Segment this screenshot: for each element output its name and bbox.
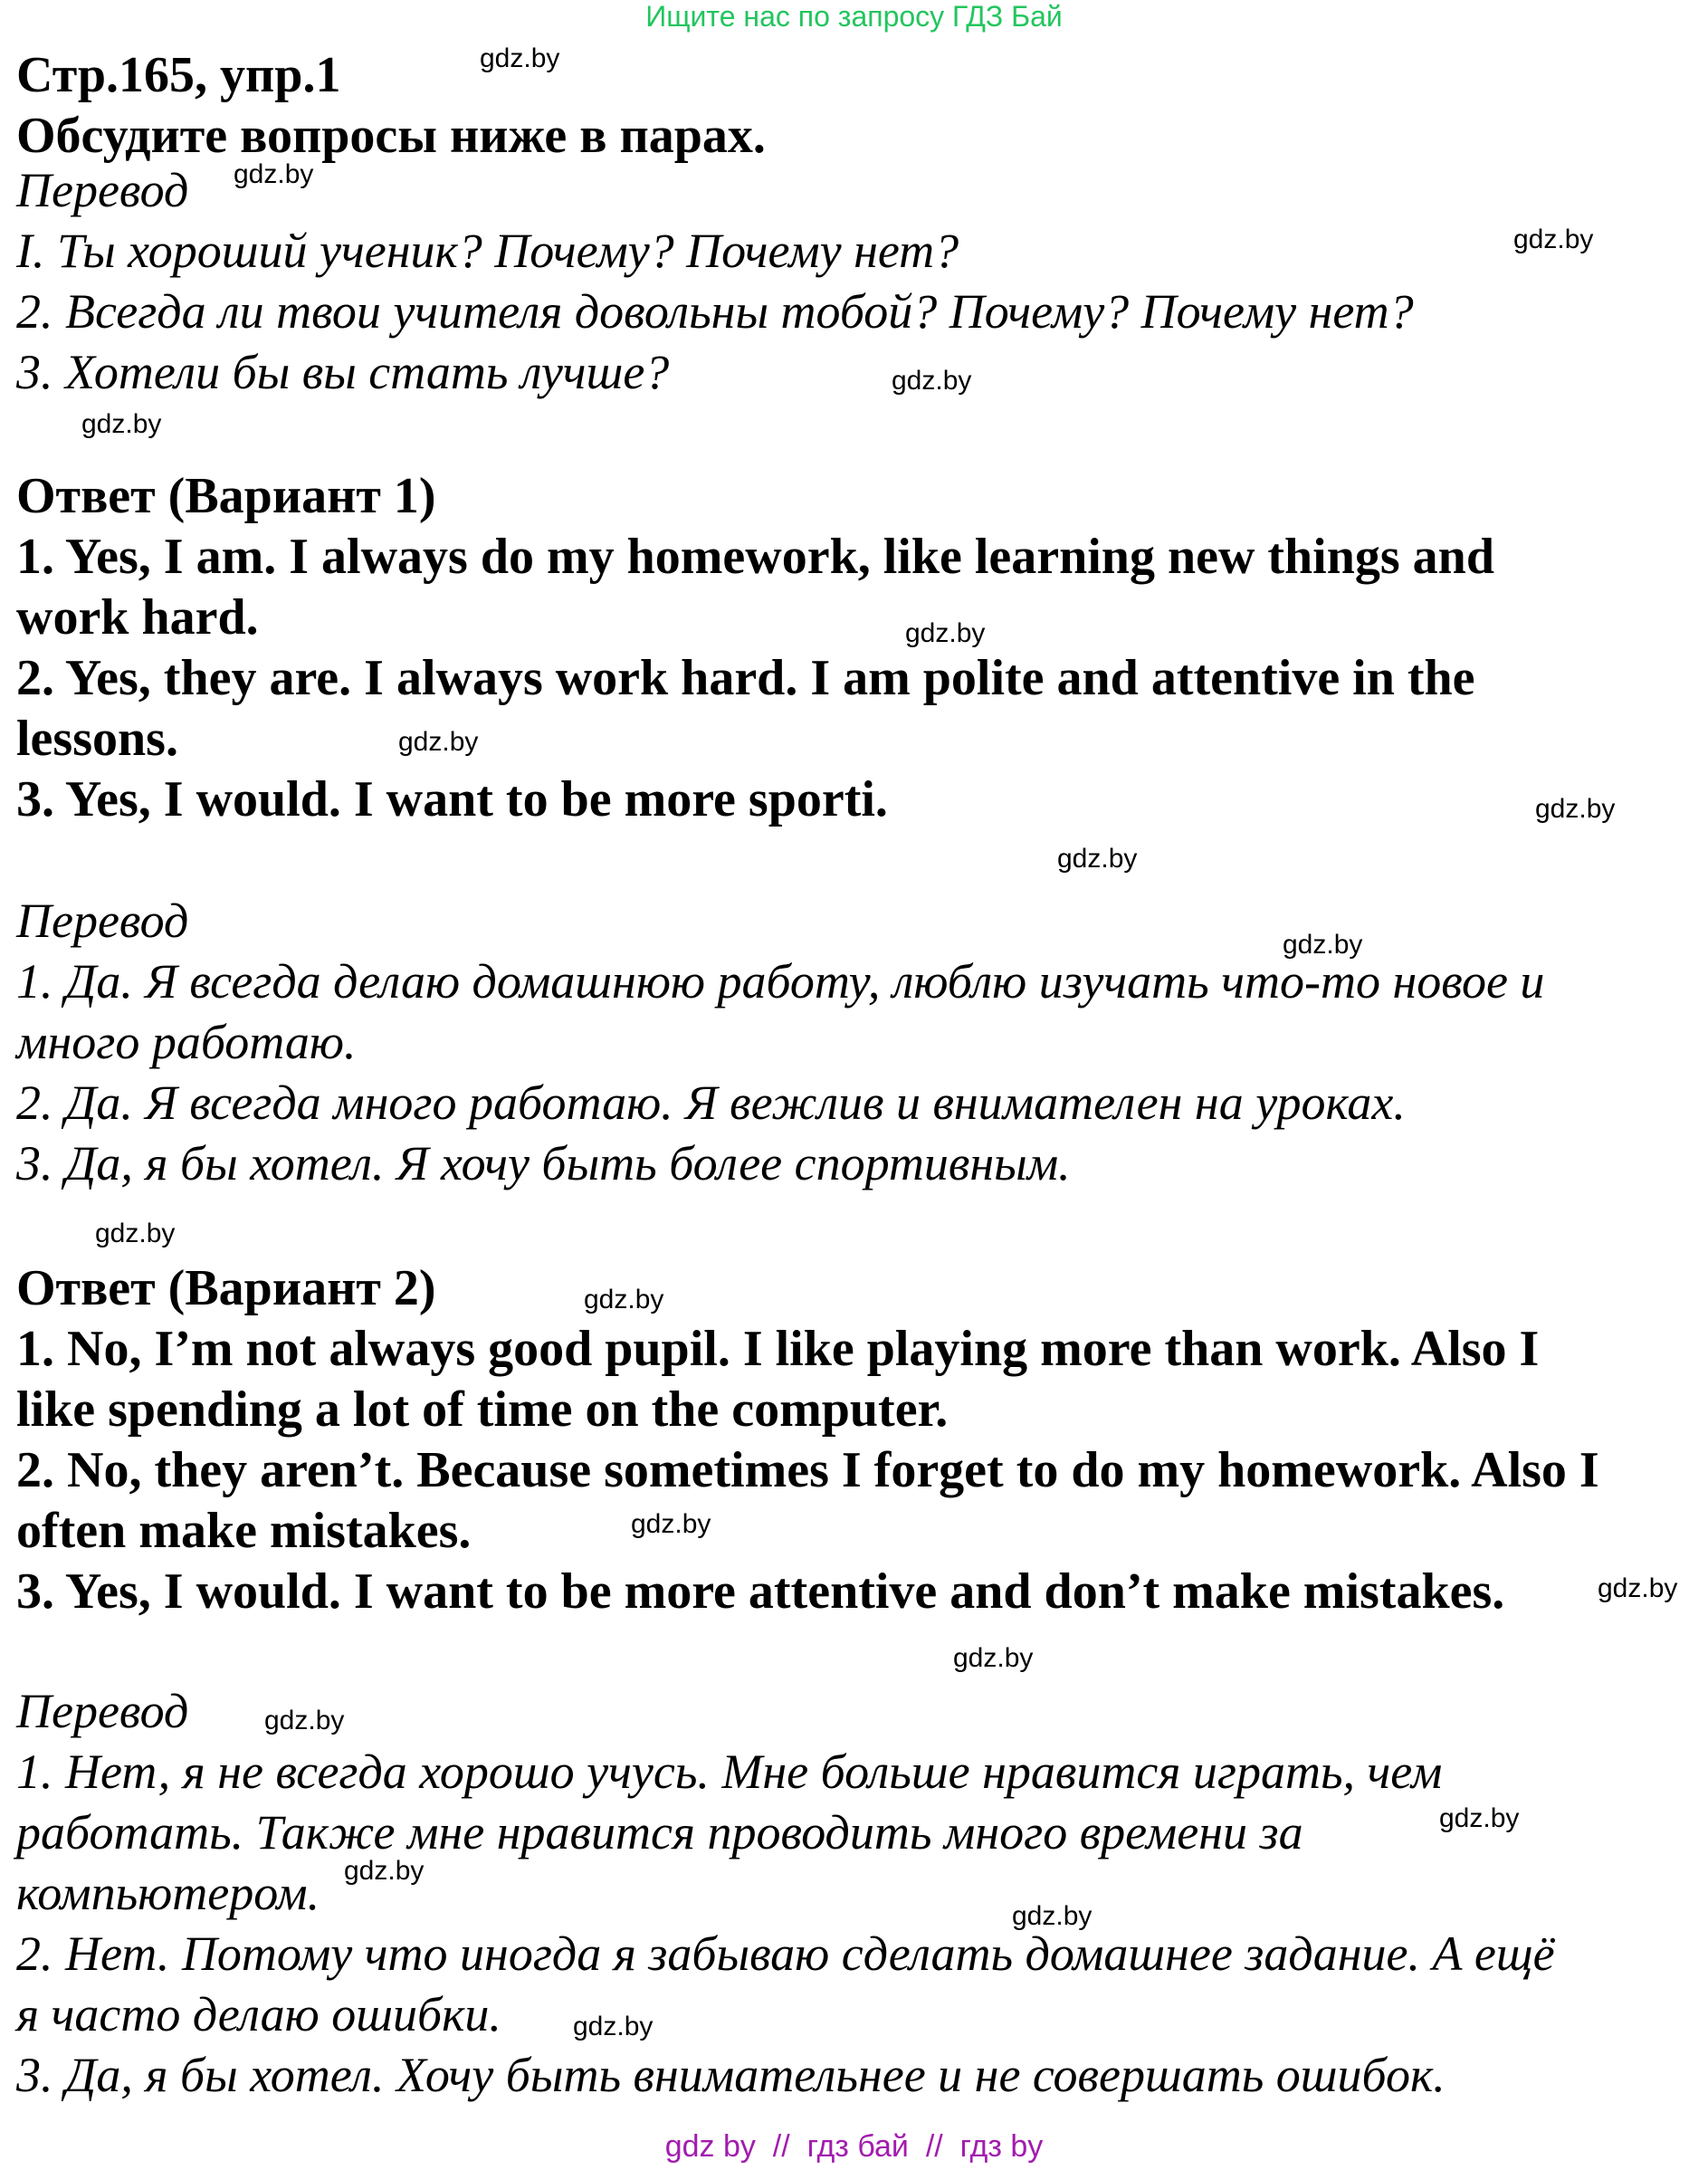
- answer-line: 3. Yes, I would. I want to be more attentive and don’t make mistakes.: [16, 1563, 1505, 1620]
- watermark: gdz.by: [1283, 930, 1363, 960]
- watermark: gdz.by: [631, 1509, 711, 1539]
- watermark: gdz.by: [1513, 225, 1594, 254]
- watermark: gdz.by: [905, 618, 986, 648]
- watermark: gdz.by: [1439, 1803, 1520, 1833]
- answer-line: 1. Yes, I am. I always do my homework, like learning new things and: [16, 529, 1494, 585]
- watermark: gdz.by: [81, 409, 162, 439]
- question-line: I. Ты хороший ученик? Почему? Почему нет?: [16, 224, 959, 278]
- translation-line: 2. Нет. Потому что иногда я забываю сделать домашнее задание. А ещё: [16, 1926, 1555, 1981]
- translation-line: работать. Также мне нравится проводить много времени за: [16, 1805, 1303, 1859]
- answer-line: like spending a lot of time on the computer.: [16, 1381, 949, 1438]
- answer-line: 2. No, they aren’t. Because sometimes I forget to do my homework. Also I: [16, 1442, 1599, 1498]
- translation-line: 2. Да. Я всегда много работаю. Я вежлив и внимателен на уроках.: [16, 1075, 1406, 1130]
- translation-label: Перевод: [16, 1684, 189, 1738]
- answer-line: work hard.: [16, 589, 259, 645]
- translation-line: 1. Нет, я не всегда хорошо учусь. Мне больше нравится играть, чем: [16, 1745, 1443, 1799]
- watermark: gdz.by: [344, 1856, 425, 1886]
- answer-line: 1. No, I’m not always good pupil. I like playing more than work. Also I: [16, 1321, 1540, 1377]
- watermark: gdz.by: [1012, 1901, 1093, 1931]
- watermark: gdz.by: [1535, 794, 1616, 824]
- translation-line: много работаю.: [16, 1015, 357, 1069]
- question-line: 3. Хотели бы вы стать лучше?: [16, 345, 670, 399]
- translation-line: компьютером.: [16, 1866, 320, 1920]
- search-hint-link[interactable]: Ищите нас по запросу ГДЗ Бай: [645, 0, 1063, 33]
- answer-line: 2. Yes, they are. I always work hard. I am polite and attentive in the: [16, 650, 1475, 706]
- translation-line: 3. Да, я бы хотел. Я хочу быть более спортивным.: [16, 1136, 1071, 1190]
- watermark: gdz.by: [953, 1643, 1034, 1673]
- answer-line: lessons.: [16, 711, 178, 767]
- watermark: gdz.by: [264, 1706, 345, 1735]
- translation-label: Перевод: [16, 894, 189, 948]
- translation-label: Перевод: [16, 163, 189, 217]
- exercise-title: Стр.165, упр.1: [16, 47, 341, 103]
- exercise-task: Обсудите вопросы ниже в парах.: [16, 108, 766, 164]
- watermark: gdz.by: [234, 159, 314, 189]
- watermark: gdz.by: [480, 43, 560, 73]
- answer-line: 3. Yes, I would. I want to be more sporti.: [16, 771, 888, 827]
- translation-line: 3. Да, я бы хотел. Хочу быть внимательнее и не совершать ошибок.: [16, 2048, 1446, 2102]
- watermark: gdz.by: [584, 1285, 664, 1314]
- translation-line: 1. Да. Я всегда делаю домашнюю работу, люблю изучать что-то новое и: [16, 954, 1545, 1009]
- footer-links[interactable]: gdz by // гдз бай // гдз by: [664, 2129, 1044, 2164]
- variant2-heading: Ответ (Вариант 2): [16, 1260, 436, 1316]
- answer-line: often make mistakes.: [16, 1503, 472, 1559]
- variant1-heading: Ответ (Вариант 1): [16, 468, 436, 524]
- watermark: gdz.by: [95, 1219, 176, 1248]
- watermark: gdz.by: [573, 2012, 654, 2041]
- watermark: gdz.by: [1598, 1573, 1678, 1603]
- question-line: 2. Всегда ли твои учителя довольны тобой? Почему? Почему нет?: [16, 284, 1414, 339]
- watermark: gdz.by: [1057, 844, 1138, 874]
- watermark: gdz.by: [892, 366, 972, 396]
- translation-line: я часто делаю ошибки.: [16, 1987, 501, 2041]
- watermark: gdz.by: [398, 727, 479, 757]
